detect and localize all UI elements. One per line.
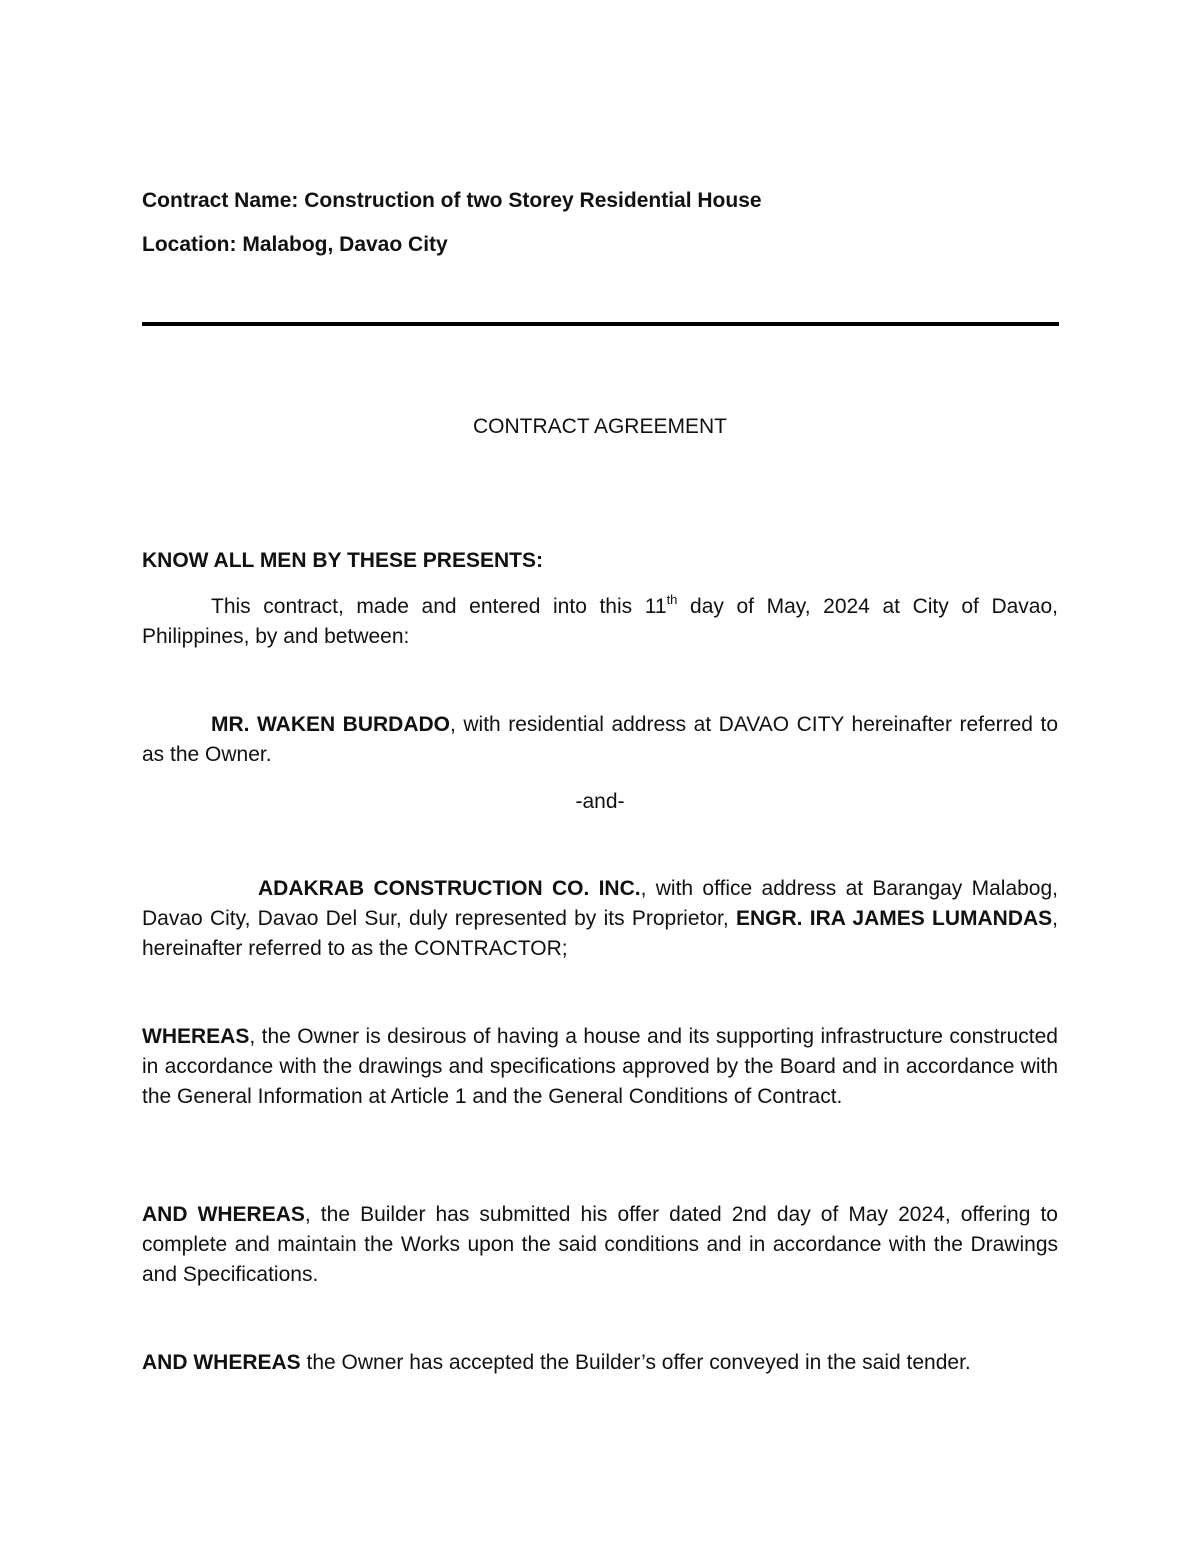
- horizontal-divider: [142, 322, 1059, 326]
- day-ordinal-suffix: th: [666, 592, 678, 607]
- intro-paragraph: [142, 592, 1058, 652]
- owner-paragraph: [142, 710, 1058, 770]
- whereas-text-1: , the Owner is desirous of having a house and its supporting infrastructure constructed in accordance with the drawings and specifications approved by the Board and in accordance with the General Information at Article 1 and the General Conditions of Contract.: [142, 1025, 1058, 1108]
- location-line: Location: Malabog, Davao City: [142, 233, 448, 256]
- know-all-heading: KNOW ALL MEN BY THESE PRESENTS:: [142, 549, 543, 572]
- whereas-label-1: WHEREAS: [142, 1025, 250, 1048]
- owner-name: MR. WAKEN BURDADO: [211, 713, 451, 736]
- whereas-text-2: , the Builder has submitted his offer dated 2nd day of May 2024, offering to complete and maintain the Works upon the said conditions and in accordance with the Drawings and Specifications.: [142, 1203, 1058, 1286]
- document-title: CONTRACT AGREEMENT: [473, 415, 727, 438]
- intro-text-start: This contract, made and entered into this 11: [211, 595, 667, 618]
- contractor-paragraph: [142, 874, 1058, 964]
- whereas-paragraph-2: [142, 1200, 1058, 1290]
- contractor-text-1: , with office address at Barangay Malabog, Davao City, Davao Del Sur, duly represented by its Proprietor,: [142, 877, 1059, 930]
- contract-name-line: Contract Name: Construction of two Storey Residential House: [142, 189, 762, 212]
- whereas-text-3: the Owner has accepted the Builder’s offer conveyed in the said tender.: [300, 1351, 971, 1374]
- contractor-company: ADAKRAB CONSTRUCTION CO. INC.: [258, 877, 641, 900]
- owner-text: , with residential address at DAVAO CITY hereinafter referred to as the Owner.: [142, 713, 1059, 766]
- whereas-label-3: AND WHEREAS: [142, 1351, 301, 1374]
- whereas-paragraph-3: [142, 1348, 1002, 1378]
- whereas-label-2: AND WHEREAS: [142, 1203, 305, 1226]
- whereas-paragraph-1: [142, 1022, 1058, 1112]
- contractor-text-2: , hereinafter referred to as the CONTRACTOR;: [142, 907, 1059, 960]
- contractor-representative: ENGR. IRA JAMES LUMANDAS: [735, 907, 1053, 930]
- intro-text-end: day of May, 2024 at City of Davao, Philippines, by and between:: [142, 595, 1058, 648]
- and-separator: -and-: [575, 790, 625, 813]
